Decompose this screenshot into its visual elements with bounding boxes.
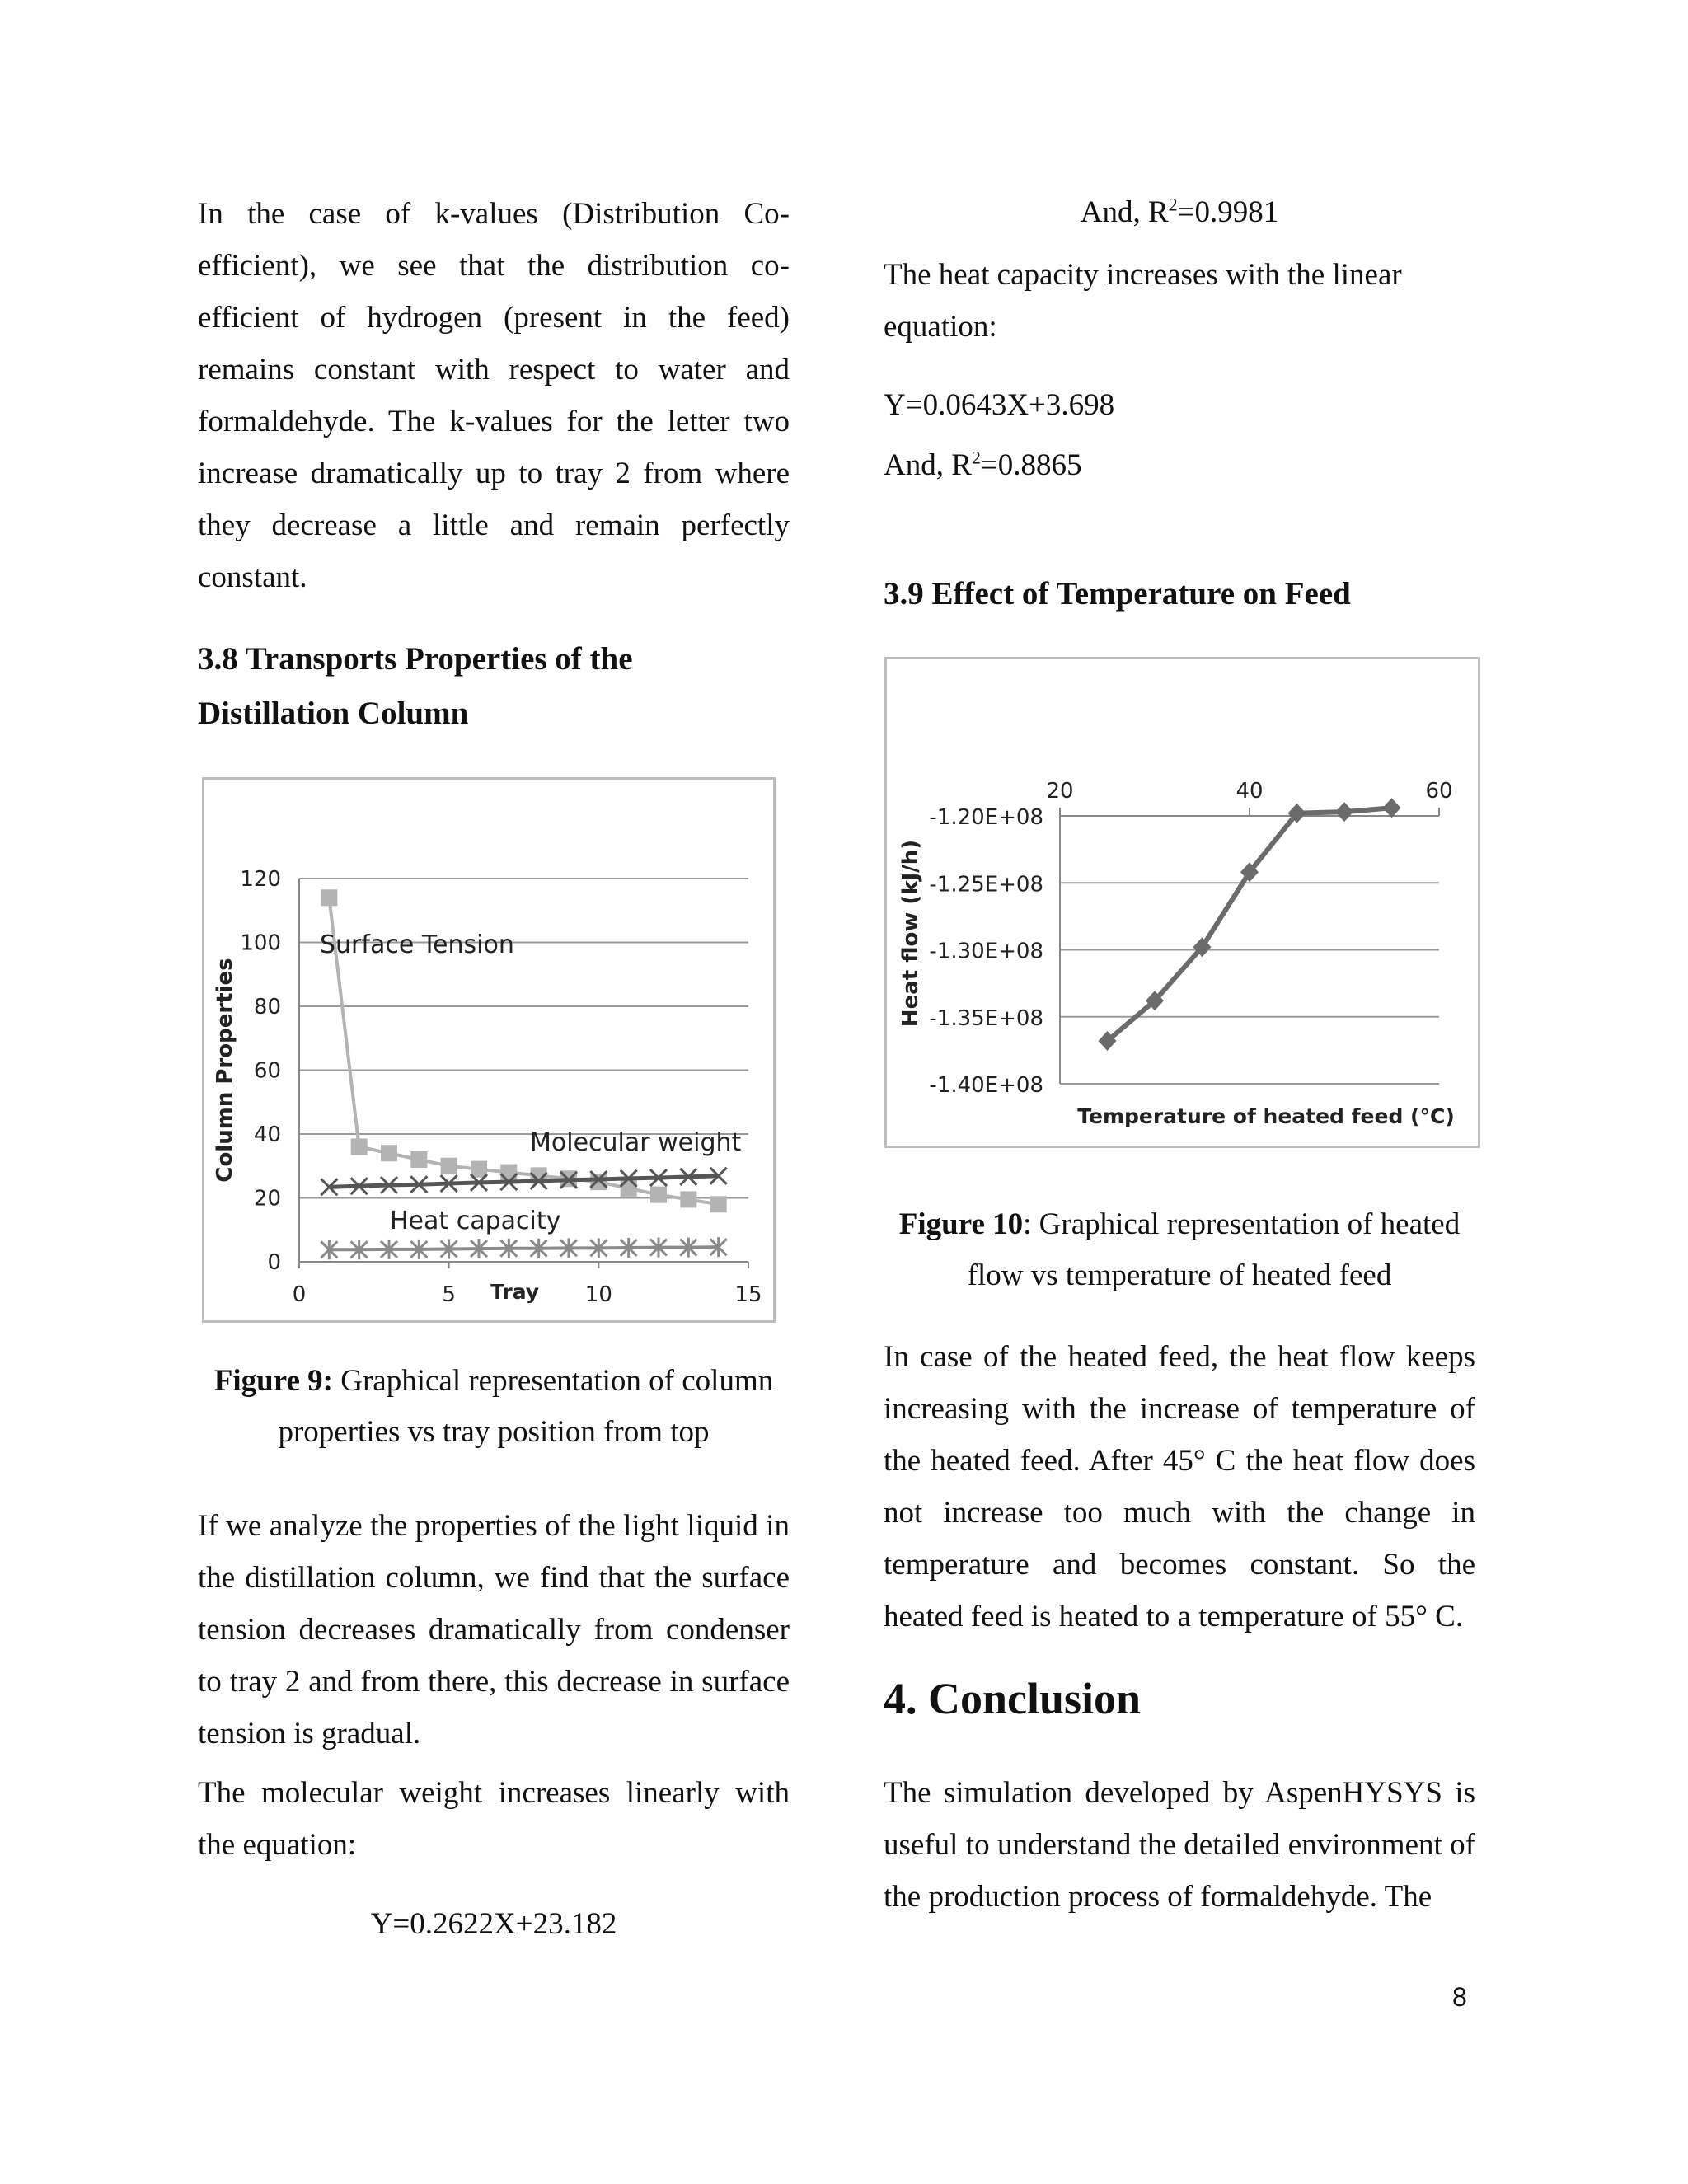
figure-9-svg [204,780,773,1320]
data-point-square [650,1187,667,1203]
figure-10-caption-label: Figure 10 [898,1207,1024,1241]
figure-9-caption [198,1356,790,1458]
equation-heat-capacity: Y=0.0643X+3.698 [884,388,1115,422]
r-squared-1-prefix: And, R [1080,195,1169,229]
figure-10-caption-text: : Graphical representation of heated flow vs temperature of heated feed [967,1207,1461,1292]
y-tick-label: -1.35E+08 [929,1005,1043,1031]
data-point-diamond [1383,798,1401,818]
right-paragraph-1: The heat capacity increases with the linear equation: [884,258,1402,344]
x-axis-title: Temperature of heated feed (°C) [1077,1104,1455,1128]
equation-molecular-weight: Y=0.2622X+23.182 [370,1907,617,1941]
y-tick-label: -1.30E+08 [929,939,1043,964]
data-point-square [321,889,337,906]
data-point-square [441,1158,457,1174]
section-3-8-heading [198,632,791,741]
x-tick-label: 0 [292,1282,307,1307]
figure-10-chart [884,657,1480,1148]
y-tick-label: 60 [253,1058,281,1084]
series-label-surface-tension: Surface Tension [320,930,514,959]
x-tick-label: 5 [442,1282,456,1307]
section-3-9-heading: 3.9 Effect of Temperature on Feed [884,576,1351,612]
r-squared-2 [884,441,1475,490]
y-axis-title: Heat flow (kJ/h) [898,839,923,1028]
x-tick-label: 20 [1046,779,1074,804]
y-tick-label: 0 [267,1250,281,1275]
series-label-heat-capacity: Heat capacity [390,1207,561,1235]
figure-10-svg [887,659,1478,1146]
left-paragraph-3: The molecular weight increases linearly with the equation: [198,1776,790,1862]
data-point-square [410,1151,427,1168]
data-point-square [710,1196,727,1212]
r-squared-2-value: =0.8865 [980,448,1082,482]
right-paragraph-3: The simulation developed by AspenHYSYS is useful to understand the detailed environment of the production process of formaldehyde. The [884,1776,1475,1914]
series-label-molecular-weight: Molecular weight [530,1128,742,1157]
figure-9-caption-label: Figure 9: [213,1364,333,1398]
y-tick-label: 100 [240,930,281,956]
x-tick-label: 40 [1236,779,1264,804]
x-tick-label: 10 [584,1282,612,1307]
r-squared-1-value: =0.9981 [1177,195,1279,229]
y-tick-label: 120 [240,867,281,892]
section-3-8-heading-line1: 3.8 Transports Properties of the [198,641,633,677]
figure-9-caption-text: Graphical representation of column properties vs tray position from top [278,1364,774,1449]
y-tick-label: -1.40E+08 [929,1073,1043,1098]
x-axis-title: Tray [490,1280,540,1304]
x-tick-label: 15 [734,1282,762,1307]
y-axis-title: Column Properties [213,958,237,1183]
section-3-8-heading-line2: Distillation Column [198,696,469,731]
r-squared-1 [884,188,1475,237]
series-line-heat-flow [1108,808,1392,1041]
x-tick-label: 60 [1425,779,1453,804]
data-point-square [590,1174,607,1190]
y-tick-label: -1.25E+08 [929,872,1043,898]
r-squared-2-prefix: And, R [884,448,972,482]
conclusion-heading: 4. Conclusion [884,1674,1142,1723]
page-number: 8 [1452,1982,1467,2012]
data-point-square [500,1165,517,1181]
y-tick-label: 40 [253,1122,281,1147]
data-point-diamond [1335,802,1353,822]
r-squared-1-sup: 2 [1168,194,1178,215]
left-paragraph-2: If we analyze the properties of the light liquid in the distillation column, we find that the surface tension decreases dramatically from condenser to tray 2 and from there, this decrease in surface tension is gradual. [198,1509,790,1750]
right-paragraph-2: In case of the heated feed, the heat flow keeps increasing with the increase of temperature of the heated feed. After 45° C the heat flow does not increase too much with the change in temperature and becomes constant. So the heated feed is heated to a temperature of 55° C. [884,1340,1475,1633]
r-squared-2-sup: 2 [971,447,981,468]
figure-10-caption [884,1199,1475,1301]
y-tick-label: 20 [253,1186,281,1212]
data-point-square [471,1161,487,1178]
y-tick-label: -1.20E+08 [929,805,1043,830]
data-point-square [351,1139,368,1155]
y-tick-label: 80 [253,995,281,1019]
data-point-square [381,1145,397,1161]
figure-9-chart [202,777,776,1323]
data-point-square [680,1191,696,1207]
left-paragraph-1: In the case of k-values (Distribution Co-efficient), we see that the distribution co-efficient of hydrogen (present in the feed) remains constant with respect to water and formaldehyde. The k-values for the letter two increase dramatically up to tray 2 from where they decrease a little and remain perfectly constant. [198,197,790,594]
